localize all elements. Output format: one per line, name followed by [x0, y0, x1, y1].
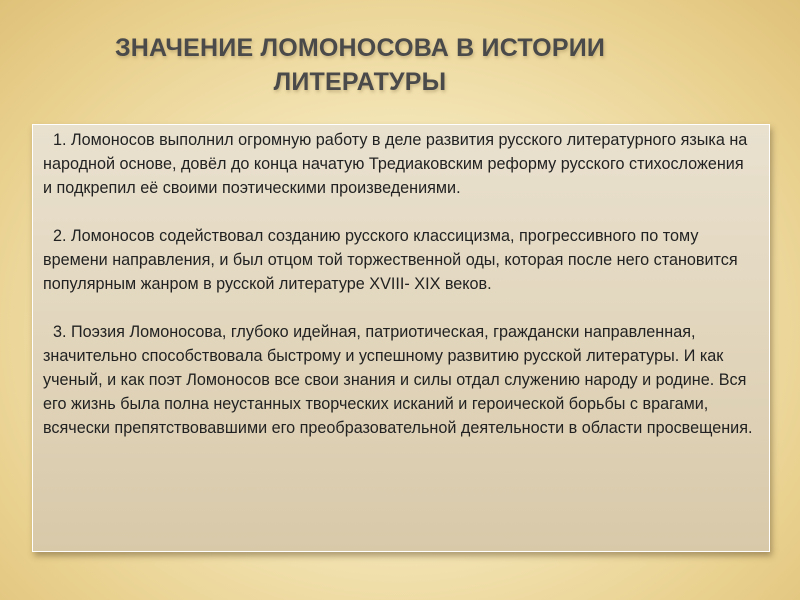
paragraph-2: [43, 224, 755, 296]
paragraph-2-text: 2. Ломоносов содействовал созданию русского классицизма, прогрессивного по тому времени направления, и был отцом той торжественной оды, которая после него становится популярным жанром в русской литературе XVIII- XIX веков.: [43, 227, 738, 293]
paragraph-1: [43, 128, 755, 200]
slide-title-line-2: ЛИТЕРАТУРЫ: [273, 67, 447, 96]
paragraph-1-text: 1. Ломоносов выполнил огромную работу в деле развития русского литературного языка на народной основе, довёл до конца начатую Тредиаковским реформу русского стихосложения и подкрепил её своими поэтическими произведениями.: [43, 131, 748, 197]
content-box: [32, 124, 770, 552]
paragraph-3-text: 3. Поэзия Ломоносова, глубоко идейная, патриотическая, граждански направленная, значительно способствовала быстрому и успешному развитию русской литературы. И как ученый, и как поэт Ломоносов все свои знания и силы отдал служению народу и родине. Вся его жизнь была полна неустанных творческих исканий и героической борьбы с врагами, всячески препятствовавшими его преобразовательной деятельности в области просвещения.: [43, 323, 753, 437]
slide-title-line-1: ЗНАЧЕНИЕ ЛОМОНОСОВА В ИСТОРИИ: [114, 33, 606, 62]
slide-title: [60, 31, 660, 99]
paragraph-3: [43, 320, 755, 440]
